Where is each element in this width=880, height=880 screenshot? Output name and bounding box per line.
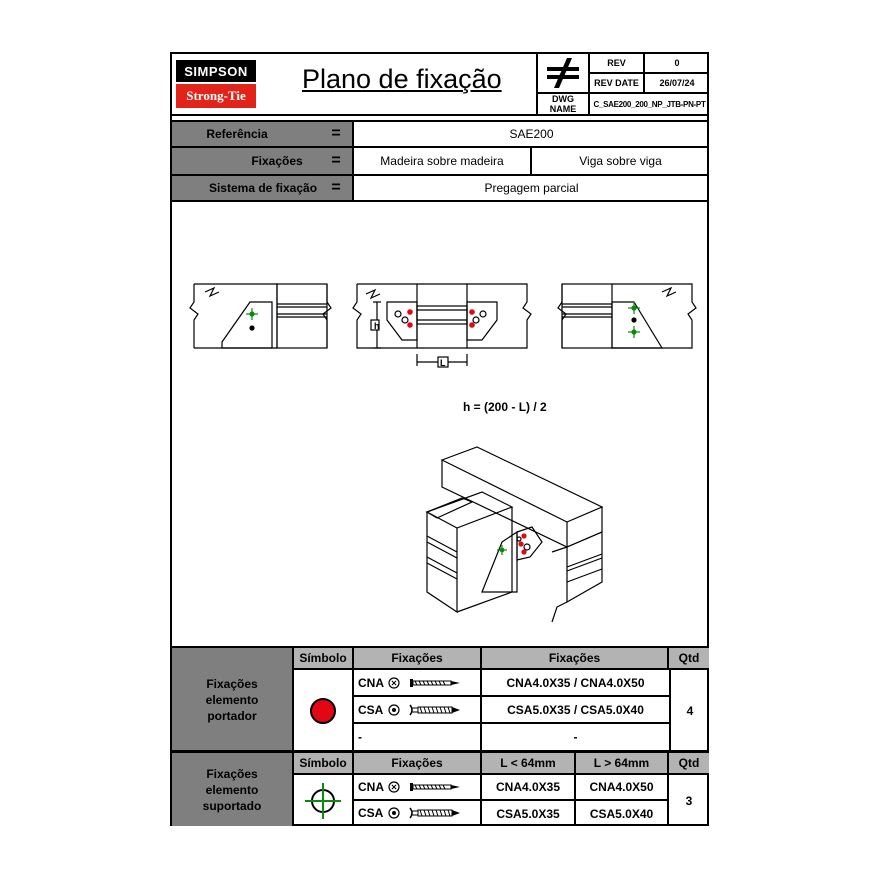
title-block [172, 54, 707, 114]
nail-name: CSA [358, 806, 384, 820]
rev-date-label: REV DATE [588, 74, 643, 94]
qtd-value: 4 [669, 670, 709, 752]
drawing-sheet [170, 52, 709, 826]
sistema-label: Sistema de fixação [208, 181, 318, 195]
equals-sign: = [331, 152, 341, 169]
col-l-big: L > 64mm [576, 753, 669, 775]
table-row [354, 697, 482, 724]
col-symbol: Símbolo [294, 648, 354, 670]
col-qtd: Qtd [669, 753, 709, 775]
formula: h = (200 - L) / 2 [463, 400, 547, 414]
green-nail-marks [497, 545, 507, 555]
fixacoes-label: Fixações [251, 154, 303, 168]
nail-name: CNA [358, 676, 384, 690]
referencia-row [172, 120, 352, 146]
sistema-row [172, 174, 352, 202]
drawing-area [172, 202, 707, 646]
isometric-view [427, 447, 602, 622]
rev-date-value: 26/07/24 [643, 74, 709, 94]
table-row [354, 724, 482, 752]
table-row [482, 670, 669, 697]
col-symbol: Símbolo [294, 753, 354, 775]
table-portador [172, 646, 707, 752]
nail-value: - [573, 730, 578, 744]
not-equal-icon [536, 54, 588, 94]
screw-small: CSA5.0X35 [482, 801, 576, 826]
middle-elevation [353, 284, 531, 367]
equals-sign: = [331, 125, 341, 142]
col-qtd: Qtd [669, 648, 709, 670]
info-block [172, 114, 707, 200]
page-title: Plano de fixação [302, 64, 502, 94]
logo-strongtie: Strong-Tie [176, 84, 256, 108]
table-suportado [172, 750, 707, 826]
referencia-value: SAE200 [352, 120, 709, 146]
nail-name: - [358, 730, 362, 744]
rev-label: REV [588, 54, 643, 74]
red-circle-icon [310, 698, 336, 724]
logo-simpson: SIMPSON [176, 60, 256, 82]
nail-value: CNA4.0X35 / CNA4.0X50 [506, 675, 645, 690]
col-fixacoes-2: Fixações [482, 648, 669, 670]
nail-icon [388, 780, 478, 794]
logo [176, 60, 256, 108]
screw-icon [388, 703, 478, 717]
table-row [354, 775, 482, 801]
nail-name: CNA [358, 780, 384, 794]
nail-value: CSA5.0X35 / CSA5.0X40 [507, 702, 644, 717]
col-fixacoes: Fixações [354, 753, 482, 775]
equals-sign: = [331, 179, 341, 196]
left-elevation [190, 284, 331, 348]
screw-big: CSA5.0X40 [576, 801, 669, 826]
col-l-small: L < 64mm [482, 753, 576, 775]
dim-h: h [374, 321, 380, 331]
fixacoes-value-2: Viga sobre viga [530, 146, 709, 174]
table1-rows [354, 670, 669, 752]
referencia-label: Referência [206, 127, 268, 141]
red-dot-symbol [294, 670, 354, 752]
table-row [482, 724, 669, 752]
col-fixacoes-1: Fixações [354, 648, 482, 670]
nail-name: CSA [358, 703, 384, 717]
fixacoes-value-1: Madeira sobre madeira [352, 146, 530, 174]
green-target-symbol [294, 775, 354, 826]
dim-l: L [440, 358, 446, 368]
screw-icon [388, 806, 478, 820]
dwg-name-label: DWG NAME [536, 94, 588, 114]
nail-icon [388, 676, 478, 690]
nail-big: CNA4.0X50 [576, 775, 669, 801]
right-elevation [558, 284, 696, 348]
rev-value: 0 [643, 54, 709, 74]
qtd-value: 3 [685, 793, 693, 808]
fixacoes-row [172, 146, 352, 174]
table-row [354, 801, 482, 826]
technical-drawing [172, 202, 707, 646]
crosshair-icon [303, 781, 343, 821]
table-row [354, 670, 482, 697]
nail-small: CNA4.0X35 [482, 775, 576, 801]
table-row [482, 697, 669, 724]
sistema-value: Pregagem parcial [352, 174, 709, 202]
portador-label: Fixações elemento portador [172, 648, 294, 752]
suportado-label: Fixações elemento suportado [172, 753, 294, 826]
dwg-name-value: C_SAE200_200_NP_JTB-PN-PT [588, 94, 709, 114]
